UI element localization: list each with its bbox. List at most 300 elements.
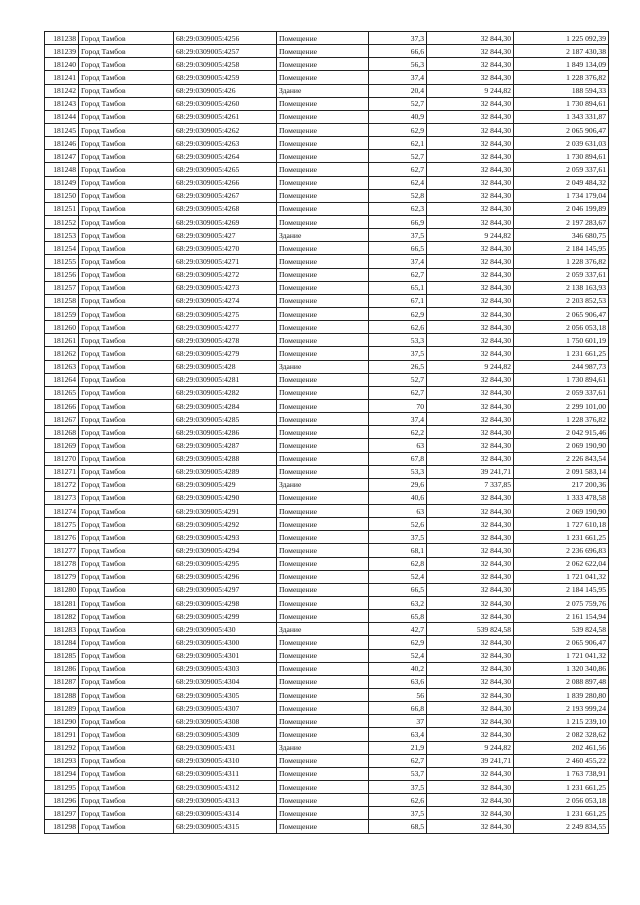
cell-row-id: 181276 — [45, 531, 79, 544]
cell-cadastral-number: 68:29:0309005:4301 — [174, 649, 277, 662]
cell-cadastral-value-per-unit: 32 844,30 — [427, 728, 514, 741]
cell-cadastral-number: 68:29:0309005:4307 — [174, 702, 277, 715]
cell-area: 37,5 — [369, 781, 427, 794]
cell-city: Город Тамбов — [79, 268, 174, 281]
cell-object-type: Помещение — [277, 347, 369, 360]
cell-city: Город Тамбов — [79, 820, 174, 833]
cell-area: 52,8 — [369, 189, 427, 202]
cell-row-id: 181280 — [45, 583, 79, 596]
cell-cadastral-number: 68:29:0309005:4263 — [174, 137, 277, 150]
cell-cadastral-value-per-unit: 32 844,30 — [427, 531, 514, 544]
cell-object-type: Здание — [277, 623, 369, 636]
cell-row-id: 181296 — [45, 794, 79, 807]
cell-cadastral-number: 68:29:0309005:4305 — [174, 689, 277, 702]
cell-cadastral-value: 2 187 430,38 — [514, 45, 609, 58]
cell-city: Город Тамбов — [79, 215, 174, 228]
cell-city: Город Тамбов — [79, 45, 174, 58]
cell-cadastral-value-per-unit: 32 844,30 — [427, 110, 514, 123]
cell-row-id: 181248 — [45, 163, 79, 176]
table-row — [45, 413, 609, 426]
cell-cadastral-number: 68:29:0309005:4286 — [174, 426, 277, 439]
cell-area: 52,7 — [369, 97, 427, 110]
cell-city: Город Тамбов — [79, 321, 174, 334]
document-page — [44, 31, 608, 834]
cell-object-type: Помещение — [277, 570, 369, 583]
table-row — [45, 97, 609, 110]
cell-cadastral-number: 68:29:0309005:4289 — [174, 465, 277, 478]
cell-cadastral-number: 68:29:0309005:4261 — [174, 110, 277, 123]
cell-area: 62,7 — [369, 386, 427, 399]
cell-object-type: Помещение — [277, 45, 369, 58]
cell-cadastral-number: 68:29:0309005:4265 — [174, 163, 277, 176]
table-row — [45, 597, 609, 610]
table-row — [45, 662, 609, 675]
cell-row-id: 181253 — [45, 229, 79, 242]
cell-area: 37,4 — [369, 413, 427, 426]
cell-area: 65,1 — [369, 281, 427, 294]
cell-cadastral-number: 68:29:0309005:4258 — [174, 58, 277, 71]
cell-cadastral-number: 68:29:0309005:4287 — [174, 439, 277, 452]
cell-object-type: Помещение — [277, 189, 369, 202]
cell-row-id: 181266 — [45, 399, 79, 412]
cell-row-id: 181272 — [45, 478, 79, 491]
cell-row-id: 181267 — [45, 413, 79, 426]
cell-cadastral-number: 68:29:0309005:431 — [174, 741, 277, 754]
cell-cadastral-value-per-unit: 32 844,30 — [427, 662, 514, 675]
cell-cadastral-value-per-unit: 9 244,82 — [427, 741, 514, 754]
cell-cadastral-value: 2 249 834,55 — [514, 820, 609, 833]
cell-cadastral-value: 2 062 622,04 — [514, 557, 609, 570]
cell-cadastral-value: 1 734 179,04 — [514, 189, 609, 202]
cell-area: 67,8 — [369, 452, 427, 465]
cell-cadastral-value: 1 215 239,10 — [514, 715, 609, 728]
cell-row-id: 181277 — [45, 544, 79, 557]
cell-cadastral-value-per-unit: 32 844,30 — [427, 255, 514, 268]
cell-cadastral-value: 1 228 376,82 — [514, 71, 609, 84]
cell-area: 62,4 — [369, 176, 427, 189]
table-row — [45, 399, 609, 412]
cell-row-id: 181239 — [45, 45, 79, 58]
cell-area: 68,1 — [369, 544, 427, 557]
cell-object-type: Помещение — [277, 426, 369, 439]
cell-area: 62,2 — [369, 426, 427, 439]
cell-object-type: Здание — [277, 741, 369, 754]
table-row — [45, 675, 609, 688]
cell-city: Город Тамбов — [79, 675, 174, 688]
cell-city: Город Тамбов — [79, 189, 174, 202]
cell-cadastral-number: 68:29:0309005:4299 — [174, 610, 277, 623]
cell-area: 52,4 — [369, 649, 427, 662]
table-row — [45, 715, 609, 728]
cell-row-id: 181252 — [45, 215, 79, 228]
cell-area: 20,4 — [369, 84, 427, 97]
cell-object-type: Здание — [277, 360, 369, 373]
cell-area: 37 — [369, 715, 427, 728]
cell-row-id: 181243 — [45, 97, 79, 110]
cell-cadastral-value-per-unit: 32 844,30 — [427, 675, 514, 688]
table-row — [45, 544, 609, 557]
cell-area: 52,7 — [369, 373, 427, 386]
cell-row-id: 181251 — [45, 202, 79, 215]
cell-cadastral-number: 68:29:0309005:4300 — [174, 636, 277, 649]
cell-city: Город Тамбов — [79, 807, 174, 820]
cell-cadastral-value-per-unit: 32 844,30 — [427, 649, 514, 662]
cell-cadastral-value: 2 046 199,89 — [514, 202, 609, 215]
cell-object-type: Помещение — [277, 58, 369, 71]
cell-cadastral-value-per-unit: 32 844,30 — [427, 32, 514, 45]
cell-cadastral-value: 1 730 894,61 — [514, 373, 609, 386]
cell-cadastral-number: 68:29:0309005:4277 — [174, 321, 277, 334]
cell-area: 62,7 — [369, 268, 427, 281]
table-row — [45, 649, 609, 662]
cell-city: Город Тамбов — [79, 32, 174, 45]
cell-cadastral-value-per-unit: 32 844,30 — [427, 347, 514, 360]
cell-city: Город Тамбов — [79, 610, 174, 623]
cell-row-id: 181297 — [45, 807, 79, 820]
cell-row-id: 181284 — [45, 636, 79, 649]
cell-object-type: Помещение — [277, 794, 369, 807]
cell-city: Город Тамбов — [79, 110, 174, 123]
cell-cadastral-value-per-unit: 32 844,30 — [427, 767, 514, 780]
table-row — [45, 334, 609, 347]
cell-city: Город Тамбов — [79, 176, 174, 189]
cell-area: 52,4 — [369, 570, 427, 583]
table-row — [45, 636, 609, 649]
cell-object-type: Помещение — [277, 491, 369, 504]
cell-area: 37,3 — [369, 32, 427, 45]
cell-city: Город Тамбов — [79, 505, 174, 518]
cell-cadastral-value: 1 231 661,25 — [514, 807, 609, 820]
cell-cadastral-number: 68:29:0309005:4288 — [174, 452, 277, 465]
cell-city: Город Тамбов — [79, 636, 174, 649]
table-row — [45, 229, 609, 242]
table-row — [45, 807, 609, 820]
cell-row-id: 181245 — [45, 123, 79, 136]
cell-cadastral-number: 68:29:0309005:4314 — [174, 807, 277, 820]
cell-object-type: Помещение — [277, 702, 369, 715]
cell-row-id: 181294 — [45, 767, 79, 780]
cell-cadastral-value: 2 082 328,62 — [514, 728, 609, 741]
cell-cadastral-number: 68:29:0309005:4279 — [174, 347, 277, 360]
cell-row-id: 181256 — [45, 268, 79, 281]
cell-cadastral-number: 68:29:0309005:4310 — [174, 754, 277, 767]
cell-cadastral-number: 68:29:0309005:4259 — [174, 71, 277, 84]
cell-area: 63,2 — [369, 597, 427, 610]
cell-row-id: 181292 — [45, 741, 79, 754]
cell-cadastral-value-per-unit: 32 844,30 — [427, 334, 514, 347]
cell-cadastral-value: 2 091 583,14 — [514, 465, 609, 478]
cell-object-type: Помещение — [277, 439, 369, 452]
table-row — [45, 557, 609, 570]
cell-area: 66,6 — [369, 45, 427, 58]
table-row — [45, 32, 609, 45]
cell-object-type: Помещение — [277, 636, 369, 649]
cell-object-type: Помещение — [277, 610, 369, 623]
cell-cadastral-value: 1 730 894,61 — [514, 97, 609, 110]
cell-area: 62,7 — [369, 163, 427, 176]
cell-cadastral-value: 2 059 337,61 — [514, 268, 609, 281]
cell-cadastral-value-per-unit: 32 844,30 — [427, 386, 514, 399]
table-row — [45, 439, 609, 452]
cell-cadastral-value-per-unit: 32 844,30 — [427, 439, 514, 452]
cell-city: Город Тамбов — [79, 307, 174, 320]
cell-row-id: 181261 — [45, 334, 79, 347]
cell-area: 63,4 — [369, 728, 427, 741]
cell-cadastral-value: 188 594,33 — [514, 84, 609, 97]
cell-cadastral-value: 1 721 041,32 — [514, 570, 609, 583]
cell-cadastral-value: 2 059 337,61 — [514, 386, 609, 399]
cell-object-type: Помещение — [277, 715, 369, 728]
cell-row-id: 181268 — [45, 426, 79, 439]
cell-cadastral-value: 2 049 484,32 — [514, 176, 609, 189]
table-row — [45, 215, 609, 228]
cell-cadastral-value-per-unit: 32 844,30 — [427, 399, 514, 412]
cell-cadastral-value: 2 299 101,00 — [514, 399, 609, 412]
table-row — [45, 452, 609, 465]
cell-object-type: Помещение — [277, 781, 369, 794]
cell-area: 37,5 — [369, 229, 427, 242]
cell-row-id: 181260 — [45, 321, 79, 334]
cell-city: Город Тамбов — [79, 689, 174, 702]
cell-area: 52,7 — [369, 150, 427, 163]
cell-cadastral-number: 68:29:0309005:4270 — [174, 242, 277, 255]
cell-object-type: Помещение — [277, 505, 369, 518]
cell-cadastral-value-per-unit: 32 844,30 — [427, 123, 514, 136]
cell-area: 52,6 — [369, 518, 427, 531]
cell-area: 62,3 — [369, 202, 427, 215]
cell-area: 62,9 — [369, 123, 427, 136]
cell-city: Город Тамбов — [79, 360, 174, 373]
cell-row-id: 181254 — [45, 242, 79, 255]
cell-row-id: 181285 — [45, 649, 79, 662]
cell-area: 21,9 — [369, 741, 427, 754]
cell-object-type: Помещение — [277, 583, 369, 596]
cell-city: Город Тамбов — [79, 557, 174, 570]
cell-object-type: Помещение — [277, 242, 369, 255]
cell-cadastral-value-per-unit: 32 844,30 — [427, 505, 514, 518]
cell-cadastral-value: 2 193 999,24 — [514, 702, 609, 715]
cell-row-id: 181273 — [45, 491, 79, 504]
cell-area: 40,6 — [369, 491, 427, 504]
cell-object-type: Помещение — [277, 255, 369, 268]
table-row — [45, 110, 609, 123]
cell-cadastral-number: 68:29:0309005:4296 — [174, 570, 277, 583]
cell-cadastral-value-per-unit: 32 844,30 — [427, 636, 514, 649]
cell-object-type: Здание — [277, 84, 369, 97]
cell-cadastral-value: 2 138 163,93 — [514, 281, 609, 294]
cell-area: 56,3 — [369, 58, 427, 71]
cell-cadastral-value-per-unit: 32 844,30 — [427, 137, 514, 150]
cell-row-id: 181240 — [45, 58, 79, 71]
cell-cadastral-value: 1 721 041,32 — [514, 649, 609, 662]
cell-cadastral-number: 68:29:0309005:4268 — [174, 202, 277, 215]
cell-area: 62,9 — [369, 307, 427, 320]
cell-row-id: 181274 — [45, 505, 79, 518]
cell-cadastral-value-per-unit: 32 844,30 — [427, 215, 514, 228]
cell-area: 37,5 — [369, 347, 427, 360]
table-row — [45, 741, 609, 754]
cell-city: Город Тамбов — [79, 794, 174, 807]
cell-city: Город Тамбов — [79, 426, 174, 439]
cell-city: Город Тамбов — [79, 544, 174, 557]
cell-object-type: Помещение — [277, 531, 369, 544]
cell-row-id: 181247 — [45, 150, 79, 163]
cell-row-id: 181264 — [45, 373, 79, 386]
cell-cadastral-value-per-unit: 32 844,30 — [427, 452, 514, 465]
cell-cadastral-value-per-unit: 32 844,30 — [427, 610, 514, 623]
table-row — [45, 702, 609, 715]
property-table — [44, 31, 609, 834]
cell-cadastral-value: 1 333 478,58 — [514, 491, 609, 504]
cell-cadastral-value: 2 065 906,47 — [514, 307, 609, 320]
cell-row-id: 181290 — [45, 715, 79, 728]
cell-cadastral-value: 2 075 759,76 — [514, 597, 609, 610]
cell-row-id: 181263 — [45, 360, 79, 373]
cell-cadastral-number: 68:29:0309005:4266 — [174, 176, 277, 189]
cell-cadastral-value: 1 231 661,25 — [514, 347, 609, 360]
cell-city: Город Тамбов — [79, 255, 174, 268]
cell-city: Город Тамбов — [79, 84, 174, 97]
cell-cadastral-number: 68:29:0309005:4303 — [174, 662, 277, 675]
cell-area: 68,5 — [369, 820, 427, 833]
table-row — [45, 71, 609, 84]
cell-cadastral-value-per-unit: 32 844,30 — [427, 781, 514, 794]
cell-row-id: 181242 — [45, 84, 79, 97]
cell-city: Город Тамбов — [79, 741, 174, 754]
cell-city: Город Тамбов — [79, 465, 174, 478]
cell-object-type: Помещение — [277, 307, 369, 320]
cell-cadastral-number: 68:29:0309005:4312 — [174, 781, 277, 794]
cell-cadastral-value: 1 228 376,82 — [514, 413, 609, 426]
cell-cadastral-value: 1 343 331,87 — [514, 110, 609, 123]
cell-cadastral-number: 68:29:0309005:4273 — [174, 281, 277, 294]
cell-city: Город Тамбов — [79, 123, 174, 136]
cell-cadastral-number: 68:29:0309005:4293 — [174, 531, 277, 544]
cell-city: Город Тамбов — [79, 163, 174, 176]
table-row — [45, 176, 609, 189]
cell-object-type: Помещение — [277, 176, 369, 189]
table-row — [45, 583, 609, 596]
table-row — [45, 505, 609, 518]
cell-area: 37,5 — [369, 807, 427, 820]
cell-object-type: Помещение — [277, 268, 369, 281]
cell-row-id: 181258 — [45, 294, 79, 307]
cell-cadastral-number: 68:29:0309005:427 — [174, 229, 277, 242]
cell-object-type: Помещение — [277, 150, 369, 163]
table-body — [45, 32, 609, 834]
cell-object-type: Помещение — [277, 202, 369, 215]
cell-object-type: Помещение — [277, 334, 369, 347]
table-row — [45, 465, 609, 478]
cell-cadastral-number: 68:29:0309005:4260 — [174, 97, 277, 110]
cell-cadastral-value-per-unit: 32 844,30 — [427, 163, 514, 176]
cell-area: 42,7 — [369, 623, 427, 636]
cell-row-id: 181238 — [45, 32, 79, 45]
cell-city: Город Тамбов — [79, 399, 174, 412]
table-row — [45, 491, 609, 504]
table-row — [45, 689, 609, 702]
table-row — [45, 242, 609, 255]
table-row — [45, 255, 609, 268]
cell-cadastral-value-per-unit: 32 844,30 — [427, 689, 514, 702]
cell-area: 37,5 — [369, 531, 427, 544]
cell-cadastral-number: 68:29:0309005:428 — [174, 360, 277, 373]
cell-area: 62,7 — [369, 754, 427, 767]
cell-row-id: 181250 — [45, 189, 79, 202]
cell-city: Город Тамбов — [79, 597, 174, 610]
cell-cadastral-number: 68:29:0309005:4278 — [174, 334, 277, 347]
cell-cadastral-value-per-unit: 39 241,71 — [427, 465, 514, 478]
cell-area: 66,5 — [369, 583, 427, 596]
cell-cadastral-value: 346 680,75 — [514, 229, 609, 242]
cell-city: Город Тамбов — [79, 662, 174, 675]
cell-cadastral-value: 2 460 455,22 — [514, 754, 609, 767]
cell-row-id: 181289 — [45, 702, 79, 715]
cell-cadastral-value: 1 730 894,61 — [514, 150, 609, 163]
cell-cadastral-value: 2 069 190,90 — [514, 439, 609, 452]
cell-city: Город Тамбов — [79, 715, 174, 728]
cell-cadastral-number: 68:29:0309005:4262 — [174, 123, 277, 136]
table-row — [45, 478, 609, 491]
cell-row-id: 181270 — [45, 452, 79, 465]
cell-cadastral-value-per-unit: 32 844,30 — [427, 702, 514, 715]
cell-object-type: Помещение — [277, 649, 369, 662]
cell-area: 56 — [369, 689, 427, 702]
cell-object-type: Помещение — [277, 413, 369, 426]
cell-cadastral-value: 2 065 906,47 — [514, 123, 609, 136]
cell-cadastral-number: 68:29:0309005:4313 — [174, 794, 277, 807]
cell-row-id: 181244 — [45, 110, 79, 123]
cell-city: Город Тамбов — [79, 71, 174, 84]
cell-cadastral-number: 68:29:0309005:4285 — [174, 413, 277, 426]
cell-object-type: Помещение — [277, 465, 369, 478]
cell-cadastral-value-per-unit: 32 844,30 — [427, 518, 514, 531]
cell-city: Город Тамбов — [79, 754, 174, 767]
table-row — [45, 123, 609, 136]
cell-cadastral-value-per-unit: 32 844,30 — [427, 45, 514, 58]
cell-cadastral-number: 68:29:0309005:429 — [174, 478, 277, 491]
cell-row-id: 181257 — [45, 281, 79, 294]
cell-cadastral-number: 68:29:0309005:4264 — [174, 150, 277, 163]
cell-cadastral-value-per-unit: 32 844,30 — [427, 71, 514, 84]
cell-row-id: 181288 — [45, 689, 79, 702]
cell-city: Город Тамбов — [79, 334, 174, 347]
cell-cadastral-number: 68:29:0309005:4284 — [174, 399, 277, 412]
table-row — [45, 58, 609, 71]
cell-area: 63 — [369, 505, 427, 518]
cell-row-id: 181295 — [45, 781, 79, 794]
cell-area: 67,1 — [369, 294, 427, 307]
cell-area: 66,9 — [369, 215, 427, 228]
cell-object-type: Здание — [277, 478, 369, 491]
cell-cadastral-number: 68:29:0309005:4272 — [174, 268, 277, 281]
cell-city: Город Тамбов — [79, 649, 174, 662]
cell-cadastral-number: 68:29:0309005:4267 — [174, 189, 277, 202]
cell-row-id: 181283 — [45, 623, 79, 636]
cell-cadastral-value-per-unit: 32 844,30 — [427, 373, 514, 386]
cell-object-type: Помещение — [277, 373, 369, 386]
cell-cadastral-value-per-unit: 32 844,30 — [427, 176, 514, 189]
cell-object-type: Помещение — [277, 544, 369, 557]
cell-cadastral-value-per-unit: 32 844,30 — [427, 97, 514, 110]
table-row — [45, 570, 609, 583]
cell-cadastral-value-per-unit: 32 844,30 — [427, 426, 514, 439]
cell-city: Город Тамбов — [79, 478, 174, 491]
cell-object-type: Помещение — [277, 215, 369, 228]
cell-area: 66,5 — [369, 242, 427, 255]
cell-row-id: 181293 — [45, 754, 79, 767]
cell-city: Город Тамбов — [79, 386, 174, 399]
